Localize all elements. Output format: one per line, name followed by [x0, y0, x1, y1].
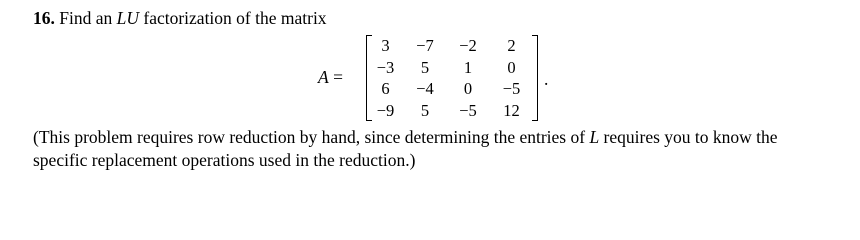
problem-statement — [33, 7, 833, 29]
matrix-entry: 12 — [503, 100, 520, 120]
problem-heading — [33, 7, 833, 29]
matrix-variable: A — [318, 67, 329, 87]
matrix-entry: 0 — [507, 57, 516, 77]
note-line-2: specific replacement operations used in the reduction.) — [33, 150, 416, 170]
note-text-end: requires you to know the — [599, 127, 778, 147]
matrix-entry: −7 — [416, 36, 434, 55]
matrix-entry: 0 — [463, 79, 473, 98]
problem-number: 16. — [33, 8, 55, 28]
problem-prompt-end: factorization of the matrix — [139, 8, 327, 28]
matrix — [366, 35, 538, 121]
equation-period: . — [544, 69, 549, 89]
l-symbol: L — [589, 127, 600, 147]
matrix-entry: 5 — [420, 57, 430, 77]
matrix-entry: 2 — [507, 36, 516, 55]
matrix-entry: 6 — [381, 79, 390, 98]
matrix-entry: −5 — [502, 79, 521, 98]
note-line-1 — [33, 126, 833, 149]
problem-prompt-start: Find an — [54, 8, 117, 28]
problem-note — [33, 126, 833, 172]
matrix-entry: −9 — [376, 100, 395, 120]
matrix-entry: −3 — [376, 57, 395, 77]
matrix-equation — [318, 35, 578, 121]
matrix-entries — [368, 35, 536, 121]
matrix-entry: −2 — [459, 36, 477, 55]
matrix-entry: 3 — [381, 36, 390, 55]
matrix-entry: 1 — [463, 57, 473, 77]
matrix-entry: −5 — [459, 100, 477, 120]
matrix-entry: −4 — [416, 79, 434, 98]
right-bracket — [532, 35, 538, 121]
lu-symbol: LU — [116, 8, 139, 28]
note-text-start: (This problem requires row reduction by hand, since determining the entries of — [33, 127, 590, 147]
matrix-entry: 5 — [420, 100, 430, 120]
equation-lhs — [318, 66, 343, 88]
equals-sign: = — [328, 67, 343, 87]
